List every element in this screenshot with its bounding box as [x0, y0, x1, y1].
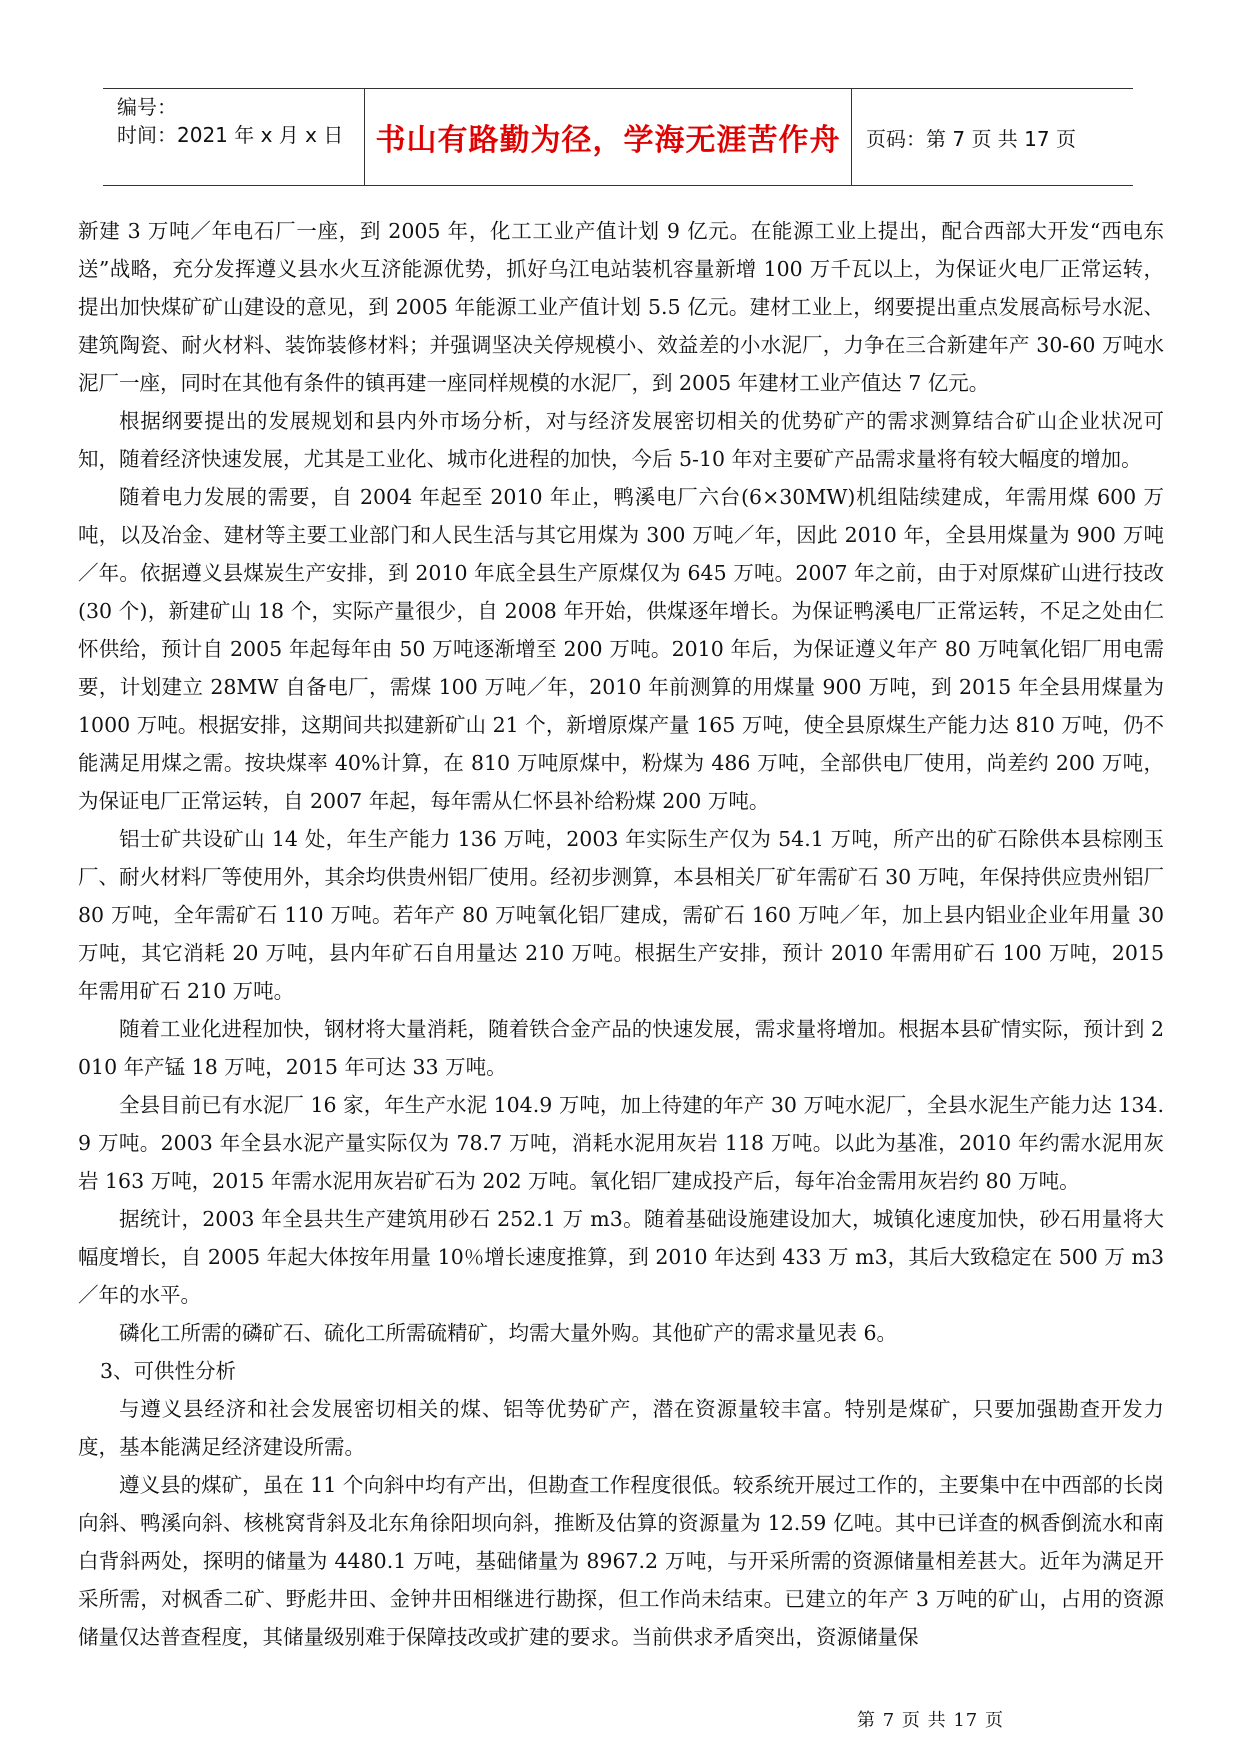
paragraph-6: 全县目前已有水泥厂 16 家，年生产水泥 104.9 万吨，加上待建的年产 30 万吨水泥厂，全县水泥生产能力达 134.9 万吨。2003 年全县水泥产量实际仅为 78.7 万吨，消耗水泥用灰岩 118 万吨。以此为基准，2010 年约需水泥用灰岩 163 万吨，2015 年需水泥用灰岩矿石为 202 万吨。氧化铝厂建成投产后，每年冶金需用灰岩约 80 万吨。 — [78, 1093, 1164, 1193]
header-motto: 书山有路勤为径，学海无涯苦作舟 — [375, 123, 841, 158]
paragraph-7: 据统计，2003 年全县共生产建筑用砂石 252.1 万 m3。随着基础设施建设加大，城镇化速度加快，砂石用量将大幅度增长，自 2005 年起大体按年用量 10％增长速度推算，到 2010 年达到 433 万 m3，其后大致稳定在 500 万 m3／年的水平。 — [78, 1207, 1164, 1307]
header-page-cell — [852, 89, 1133, 185]
header-motto-cell — [365, 89, 852, 185]
paragraph-4: 铝士矿共设矿山 14 处，年生产能力 136 万吨，2003 年实际生产仅为 54.1 万吨，所产出的矿石除供本县棕刚玉厂、耐火材料厂等使用外，其余均供贵州铝厂使用。经初步测算，本县相关厂矿年需矿石 30 万吨，年保持供应贵州铝厂 80 万吨，全年需矿石 110 万吨。若年产 80 万吨氧化铝厂建成，需矿石 160 万吨／年，加上县内铝业企业年用量 30 万吨，其它消耗 20 万吨，县内年矿石自用量达 210 万吨。根据生产安排，预计 2010 年需用矿石 100 万吨，2015 年需用矿石 210 万吨。 — [78, 827, 1164, 1003]
paragraph-2: 根据纲要提出的发展规划和县内外市场分析，对与经济发展密切相关的优势矿产的需求测算结合矿山企业状况可知，随着经济快速发展，尤其是工业化、城市化进程的加快，今后 5-10 年对主要矿产品需求量将有较大幅度的增加。 — [78, 409, 1164, 471]
page-footer — [0, 1706, 1241, 1732]
paragraph-8: 磷化工所需的磷矿石、硫化工所需硫精矿，均需大量外购。其他矿产的需求量见表 6。 — [119, 1321, 898, 1345]
header-page-label: 页码：第 7 页 共 17 页 — [866, 126, 1076, 151]
document-number-label: 编号： — [117, 95, 177, 119]
section-heading: 3、可供性分析 — [100, 1359, 237, 1383]
header-meta — [103, 89, 365, 185]
paragraph-5: 随着工业化进程加快，钢材将大量消耗，随着铁合金产品的快速发展，需求量将增加。根据本县矿情实际，预计到 2010 年产锰 18 万吨，2015 年可达 33 万吨。 — [78, 1017, 1164, 1079]
paragraph-10: 遵义县的煤矿，虽在 11 个向斜中均有产出，但勘查工作程度很低。较系统开展过工作的，主要集中在中西部的长岗向斜、鸭溪向斜、核桃窝背斜及北东角徐阳坝向斜，推断及估算的资源量为 12.59 亿吨。其中已详查的枫香倒流水和南白背斜两处，探明的储量为 4480.1 万吨，基础储量为 8967.2 万吨，与开采所需的资源储量相差甚大。近年为满足开采所需，对枫香二矿、野彪井田、金钟井田相继进行勘探，但工作尚未结束。已建立的年产 3 万吨的矿山，占用的资源储量仅达普查程度，其储量级别难于保障技改或扩建的要求。当前供求矛盾突出，资源储量保 — [78, 1473, 1164, 1649]
paragraph-9: 与遵义县经济和社会发展密切相关的煤、铝等优势矿产，潜在资源量较丰富。特别是煤矿，只要加强勘查开发力度，基本能满足经济建设所需。 — [78, 1397, 1164, 1459]
document-time-label: 时间：2021 年 x 月 x 日 — [117, 123, 344, 147]
paragraph-1: 新建 3 万吨／年电石厂一座，到 2005 年，化工工业产值计划 9 亿元。在能源工业上提出，配合西部大开发“西电东送”战略，充分发挥遵义县水火互济能源优势，抓好乌江电站装机容量新增 100 万千瓦以上，为保证火电厂正常运转，提出加快煤矿矿山建设的意见，到 2005 年能源工业产值计划 5.5 亿元。建材工业上，纲要提出重点发展高标号水泥、建筑陶瓷、耐火材料、装饰装修材料；并强调坚决关停规模小、效益差的小水泥厂，力争在三合新建年产 30-60 万吨水泥厂一座，同时在其他有条件的镇再建一座同样规模的水泥厂，到 2005 年建材工业产值达 7 亿元。 — [78, 219, 1164, 395]
footer-page-number: 第 7 页 共 17 页 — [857, 1710, 1004, 1731]
document-body — [78, 212, 1164, 1656]
paragraph-3: 随着电力发展的需要，自 2004 年起至 2010 年止，鸭溪电厂六台(6×30MW)机组陆续建成，年需用煤 600 万吨，以及冶金、建材等主要工业部门和人民生活与其它用煤为 300 万吨／年，因此 2010 年，全县用煤量为 900 万吨／年。依据遵义县煤炭生产安排，到 2010 年底全县生产原煤仅为 645 万吨。2007 年之前，由于对原煤矿山进行技改(30 个)，新建矿山 18 个，实际产量很少，自 2008 年开始，供煤逐年增长。为保证鸭溪电厂正常运转，不足之处由仁怀供给，预计自 2005 年起每年由 50 万吨逐渐增至 200 万吨。2010 年后，为保证遵义年产 80 万吨氧化铝厂用电需要，计划建立 28MW 自备电厂，需煤 100 万吨／年，2010 年前测算的用煤量 900 万吨，到 2015 年全县用煤量为 1000 万吨。根据安排，这期间共拟建新矿山 21 个，新增原煤产量 165 万吨，使全县原煤生产能力达 810 万吨，仍不能满足用煤之需。按块煤率 40%计算，在 810 万吨原煤中，粉煤为 486 万吨，全部供电厂使用，尚差约 200 万吨，为保证电厂正常运转，自 2007 年起，每年需从仁怀县补给粉煤 200 万吨。 — [78, 485, 1164, 813]
document-header — [103, 88, 1133, 186]
